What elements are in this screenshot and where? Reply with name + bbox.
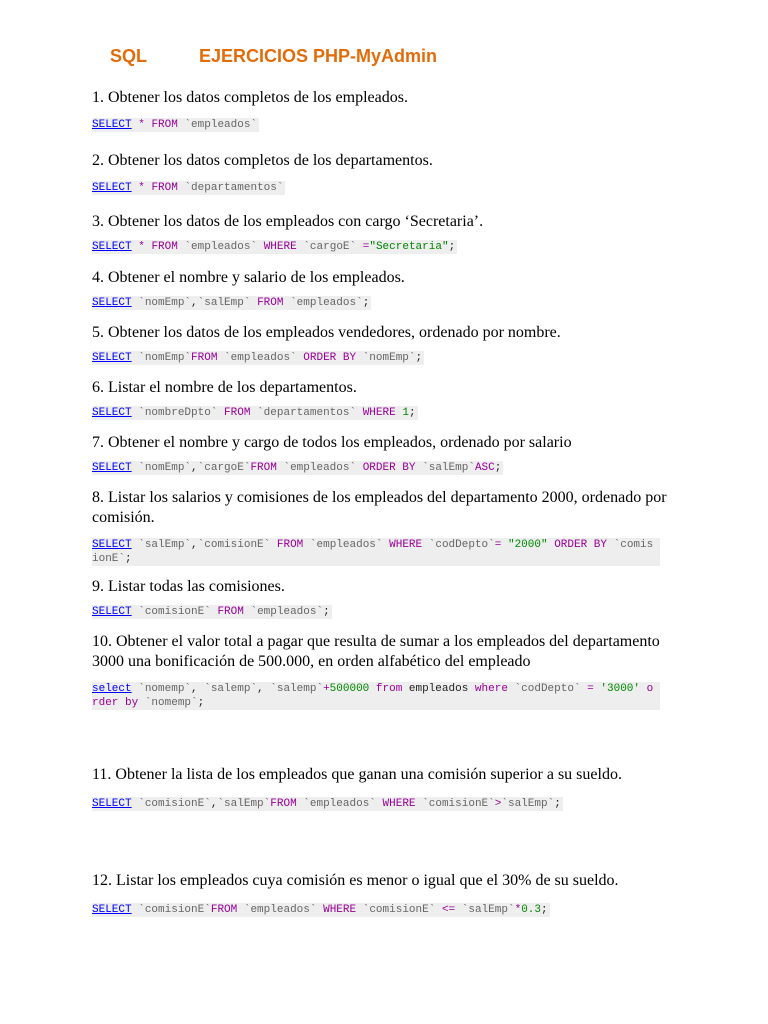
exercise-6 bbox=[92, 378, 692, 420]
exercise-12 bbox=[92, 871, 692, 917]
sql-query bbox=[92, 118, 259, 132]
sql-token: `codDepto` bbox=[514, 683, 581, 695]
sql-token: ; bbox=[362, 297, 370, 309]
sql-token: FROM bbox=[224, 407, 251, 419]
exercise-question: 9. Listar todas las comisiones. bbox=[92, 578, 285, 595]
sql-token: * bbox=[514, 904, 522, 916]
sql-token: ; bbox=[448, 241, 456, 253]
sql-token bbox=[356, 904, 363, 916]
exercise-4 bbox=[92, 268, 692, 310]
sql-token: "2000" bbox=[507, 539, 548, 551]
sql-token: `nomEmp` bbox=[138, 462, 192, 474]
sql-token: SELECT bbox=[92, 904, 132, 916]
sql-query bbox=[92, 538, 660, 566]
sql-token: ; bbox=[125, 553, 132, 565]
sql-token bbox=[356, 352, 363, 364]
sql-token: `comisionE` bbox=[422, 798, 495, 810]
sql-token: `salEmp` bbox=[138, 539, 192, 551]
sql-query bbox=[92, 682, 660, 710]
sql-token bbox=[640, 683, 647, 695]
sql-token bbox=[455, 904, 462, 916]
sql-query bbox=[92, 461, 503, 475]
sql-token bbox=[257, 241, 264, 253]
sql-token: `nomEmp` bbox=[362, 352, 416, 364]
sql-token bbox=[422, 539, 429, 551]
exercise-9 bbox=[92, 577, 692, 619]
sql-token: `salemp` bbox=[204, 683, 258, 695]
sql-token: ORDER BY bbox=[303, 352, 357, 364]
sql-token: ; bbox=[554, 798, 561, 810]
sql-token: `nombreDpto` bbox=[138, 407, 218, 419]
sql-token: `comisionE` bbox=[92, 539, 654, 565]
sql-token: from bbox=[375, 683, 403, 695]
sql-token: `nomemp` bbox=[138, 683, 192, 695]
sql-query bbox=[92, 296, 371, 310]
sql-token: SELECT bbox=[92, 241, 132, 253]
sql-token: * bbox=[138, 119, 145, 131]
sql-token: ASC bbox=[474, 462, 495, 474]
sql-token: 1 bbox=[402, 407, 409, 419]
sql-token bbox=[607, 539, 614, 551]
sql-token: , bbox=[257, 683, 271, 695]
sql-token: FROM bbox=[217, 606, 244, 618]
exercise-11 bbox=[92, 765, 692, 811]
sql-token: = bbox=[494, 539, 502, 551]
sql-token: 0.3 bbox=[521, 904, 541, 916]
sql-token: FROM bbox=[151, 241, 178, 253]
exercise-question: 5. Obtener los datos de los empleados vendedores, ordenado por nombre. bbox=[92, 324, 561, 341]
sql-token: WHERE bbox=[263, 241, 297, 253]
sql-token: order by bbox=[92, 683, 654, 709]
sql-token: `empleados` bbox=[309, 539, 383, 551]
sql-token: + bbox=[323, 683, 330, 695]
sql-token: , bbox=[191, 683, 205, 695]
sql-token: SELECT bbox=[92, 606, 132, 618]
exercise-question: 10. Obtener el valor total a pagar que resulta de sumar a los empleados del departamento 3000 una bonificación de 500.000, en orden alfabético del empleado bbox=[92, 633, 660, 670]
sql-token: `salEmp` bbox=[461, 904, 515, 916]
exercise-question: 1. Obtener los datos completos de los empleados. bbox=[92, 89, 408, 106]
sql-token: select bbox=[92, 683, 132, 695]
sql-token bbox=[435, 904, 442, 916]
exercise-7 bbox=[92, 433, 692, 475]
sql-token: SELECT bbox=[92, 182, 132, 194]
sql-token: `departamentos` bbox=[184, 182, 284, 194]
sql-token: `empleados` bbox=[243, 904, 317, 916]
sql-token: SELECT bbox=[92, 119, 132, 131]
sql-token bbox=[376, 798, 383, 810]
sql-query bbox=[92, 351, 424, 365]
exercise-8 bbox=[92, 488, 692, 566]
sql-token: `empleados` bbox=[283, 462, 357, 474]
exercise-question: 7. Obtener el nombre y cargo de todos los empleados, ordenado por salario bbox=[92, 434, 572, 451]
sql-token: `empleados` bbox=[303, 798, 376, 810]
sql-token bbox=[369, 683, 376, 695]
sql-token: WHERE bbox=[323, 904, 357, 916]
exercise-question: 4. Obtener el nombre y salario de los empleados. bbox=[92, 269, 405, 286]
sql-token: WHERE bbox=[382, 798, 416, 810]
exercise-3 bbox=[92, 212, 692, 254]
sql-token: ORDER BY bbox=[362, 462, 416, 474]
sql-token bbox=[508, 683, 515, 695]
exercise-question: 8. Listar los salarios y comisiones de los empleados del departamento 2000, ordenado por comisión. bbox=[92, 489, 667, 526]
sql-token bbox=[270, 539, 277, 551]
sql-token: `salEmp` bbox=[217, 798, 271, 810]
sql-token: `empleados` bbox=[184, 119, 258, 131]
sql-token bbox=[138, 697, 145, 709]
sql-token: `comisionE` bbox=[138, 904, 211, 916]
exercise-10 bbox=[92, 632, 692, 710]
sql-token: SELECT bbox=[92, 798, 132, 810]
document-title: EJERCICIOS PHP-MyAdmin bbox=[199, 46, 438, 66]
sql-token: `empleados` bbox=[290, 297, 363, 309]
sql-token: `cargoE` bbox=[197, 462, 251, 474]
sql-token: where bbox=[474, 683, 508, 695]
sql-token: "Secretaria" bbox=[369, 241, 449, 253]
exercise-question: 2. Obtener los datos completos de los departamentos. bbox=[92, 152, 433, 169]
sql-token: , bbox=[191, 539, 198, 551]
sql-token bbox=[356, 241, 363, 253]
exercise-question: 6. Listar el nombre de los departamentos. bbox=[92, 379, 357, 396]
sql-token: , bbox=[191, 462, 198, 474]
sql-token: SELECT bbox=[92, 352, 132, 364]
sql-token: 500000 bbox=[329, 683, 370, 695]
sql-token: `comisionE` bbox=[197, 539, 271, 551]
exercise-2 bbox=[92, 151, 692, 195]
sql-token: FROM bbox=[270, 798, 297, 810]
sql-token: `nomEmp` bbox=[138, 352, 192, 364]
sql-token: `cargoE` bbox=[303, 241, 357, 253]
sql-token: WHERE bbox=[362, 407, 396, 419]
sql-query bbox=[92, 797, 563, 811]
sql-token: FROM bbox=[151, 119, 178, 131]
sql-query bbox=[92, 903, 550, 917]
sql-token: `salEmp` bbox=[422, 462, 475, 474]
sql-token: ORDER BY bbox=[554, 539, 608, 551]
sql-token: `comisionE` bbox=[362, 904, 436, 916]
exercise-question: 11. Obtener la lista de los empleados que ganan una comisión superior a su sueldo. bbox=[92, 766, 622, 783]
sql-token: ; bbox=[541, 904, 548, 916]
sql-token: `empleados` bbox=[184, 241, 258, 253]
sql-token: FROM bbox=[210, 904, 238, 916]
sql-token: `salemp` bbox=[270, 683, 324, 695]
sql-token: FROM bbox=[250, 462, 277, 474]
sql-token: SELECT bbox=[92, 539, 132, 551]
sql-token: empleados bbox=[402, 683, 475, 695]
sql-token: * bbox=[138, 182, 145, 194]
exercise-question: 3. Obtener los datos de los empleados con cargo ‘Secretaria’. bbox=[92, 213, 484, 230]
sql-token: FROM bbox=[257, 297, 284, 309]
sql-token bbox=[356, 407, 363, 419]
sql-token: SELECT bbox=[92, 462, 132, 474]
exercise-1 bbox=[92, 88, 692, 132]
sql-query bbox=[92, 181, 285, 195]
sql-token: > bbox=[494, 798, 502, 810]
exercise-5 bbox=[92, 323, 692, 365]
sql-token bbox=[237, 904, 244, 916]
sql-query bbox=[92, 406, 418, 420]
sql-label: SQL bbox=[110, 46, 148, 66]
sql-token bbox=[356, 462, 363, 474]
sql-token: , bbox=[191, 297, 198, 309]
sql-token: * bbox=[138, 241, 145, 253]
sql-token: <= bbox=[441, 904, 456, 916]
sql-token: = bbox=[587, 683, 594, 695]
sql-token: ; bbox=[197, 697, 205, 709]
sql-token: WHERE bbox=[389, 539, 423, 551]
sql-token: ; bbox=[415, 352, 423, 364]
sql-token: ; bbox=[408, 407, 416, 419]
sql-query bbox=[92, 605, 332, 619]
sql-token: `empleados` bbox=[224, 352, 297, 364]
sql-token: ; bbox=[323, 606, 330, 618]
sql-token: `nomEmp` bbox=[138, 297, 192, 309]
sql-token: FROM bbox=[276, 539, 304, 551]
sql-query bbox=[92, 240, 457, 254]
sql-token: ; bbox=[494, 462, 502, 474]
sql-token bbox=[303, 539, 310, 551]
sql-token: `salEmp` bbox=[501, 798, 555, 810]
exercise-question: 12. Listar los empleados cuya comisión es menor o igual que el 30% de su sueldo. bbox=[92, 872, 619, 889]
sql-token: `nomemp` bbox=[144, 697, 198, 709]
sql-token: `empleados` bbox=[250, 606, 324, 618]
sql-token: FROM bbox=[191, 352, 218, 364]
sql-token: FROM bbox=[151, 182, 178, 194]
sql-token: SELECT bbox=[92, 407, 132, 419]
sql-token: `comisionE` bbox=[138, 798, 211, 810]
sql-token: `codDepto` bbox=[428, 539, 495, 551]
sql-token: , bbox=[210, 798, 218, 810]
sql-token: `comisionE` bbox=[138, 606, 211, 618]
sql-token: `departamentos` bbox=[257, 407, 357, 419]
sql-token: SELECT bbox=[92, 297, 132, 309]
sql-token bbox=[501, 539, 508, 551]
sql-token: `salEmp` bbox=[197, 297, 251, 309]
sql-token: '3000' bbox=[600, 683, 640, 695]
sql-token: = bbox=[362, 241, 370, 253]
